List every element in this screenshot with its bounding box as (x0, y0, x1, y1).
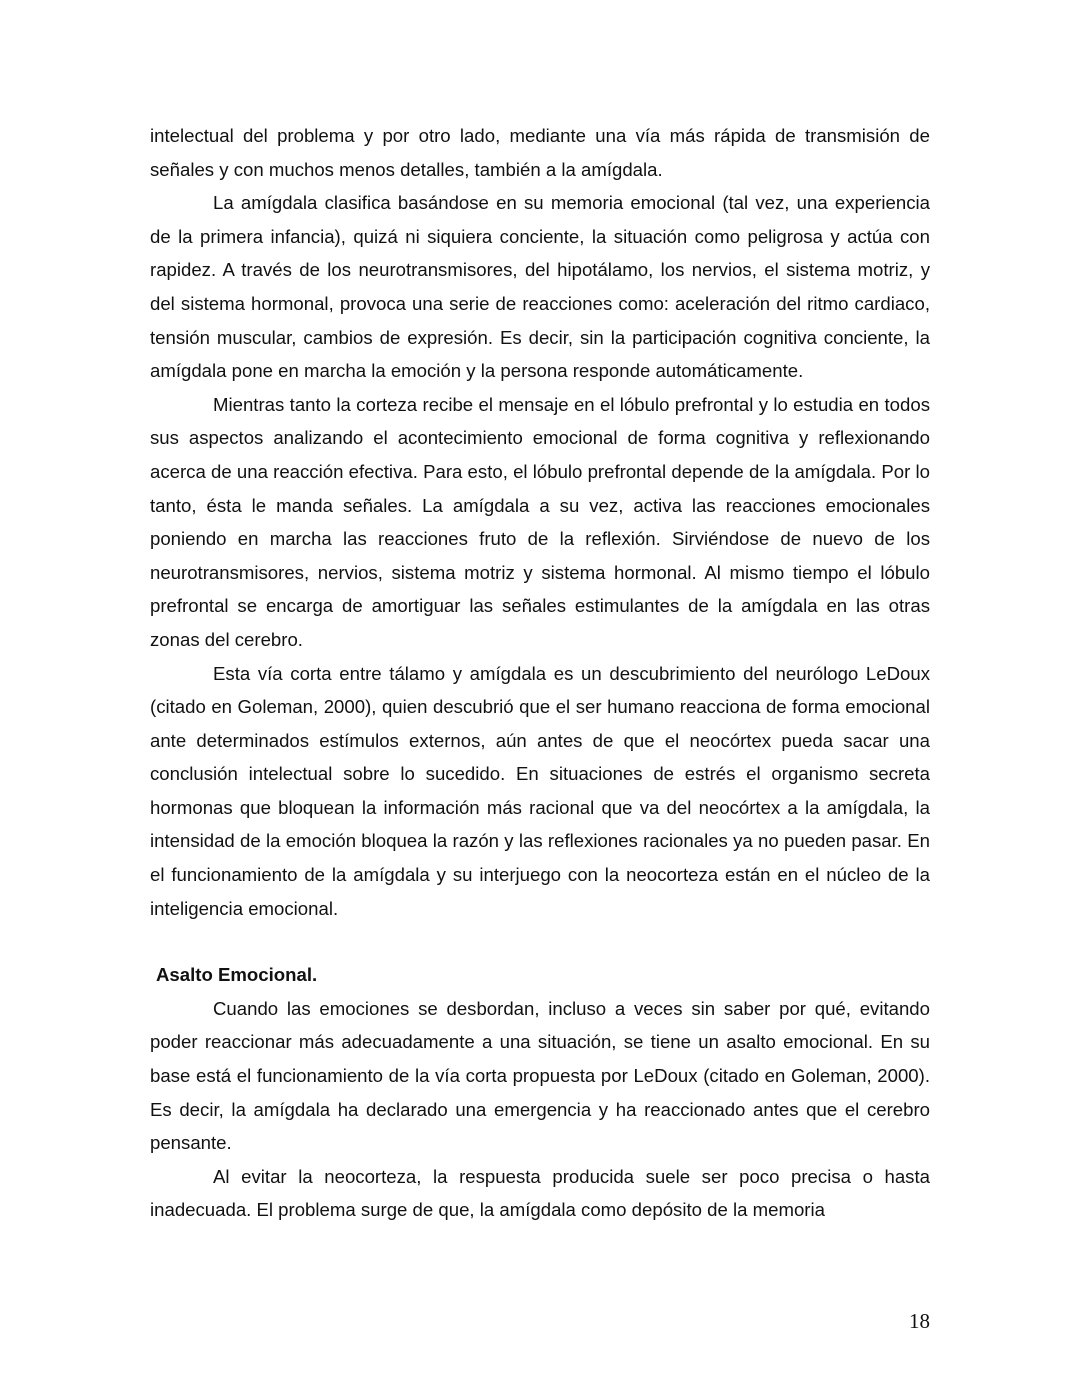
paragraph-evitar-neocorteza: Al evitar la neocorteza, la respuesta producida suele ser poco precisa o hasta inadecuada. El problema surge de que, la amígdala como depósito de la memoria (150, 1165, 930, 1221)
paragraph-via-corta: Esta vía corta entre tálamo y amígdala es un descubrimiento del neurólogo LeDoux (citado en Goleman, 2000), quien descubrió que el ser humano reacciona de forma emocional ante determinados estímulos externos, aún antes de que el neocórtex pueda sacar una conclusión intelectual sobre lo sucedido. En situaciones de estrés el organismo secreta hormonas que bloquean la información más racional que va del neocórtex a la amígdala, la intensidad de la emoción bloquea la razón y las reflexiones racionales ya no pueden pasar. En el funcionamiento de la amígdala y su interjuego con la neocorteza están en el núcleo de la inteligencia emocional. (150, 662, 930, 919)
paragraph-continuation: intelectual del problema y por otro lado, mediante una vía más rápida de transmisión de señales y con muchos menos detalles, también a la amígdala. (150, 125, 930, 180)
paragraph-amigdala-clasifica: La amígdala clasifica basándose en su memoria emocional (tal vez, una experiencia de la primera infancia), quizá ni siquiera conciente, la situación como peligrosa y actúa con rapidez. A través de los neurotransmisores, del hipotálamo, los nervios, el sistema motriz, y del sistema hormonal, provoca una serie de reacciones como: aceleración del ritmo cardiaco, tensión muscular, cambios de expresión. Es decir, sin la participación cognitiva conciente, la amígdala pone en marcha la emoción y la persona responde automáticamente. (150, 192, 930, 382)
paragraph-emociones-desbordan: Cuando las emociones se desbordan, incluso a veces sin saber por qué, evitando poder reaccionar más adecuadamente a una situación, se tiene un asalto emocional. En su base está el funcionamiento de la vía corta propuesta por LeDoux (citado en Goleman, 2000). Es decir, la amígdala ha declarado una emergencia y ha reaccionado antes que el cerebro pensante. (150, 997, 930, 1154)
document-page (150, 119, 930, 1227)
page-number: 18 (909, 1309, 930, 1333)
section-heading: Asalto Emocional. (156, 964, 318, 986)
paragraph-corteza-recibe: Mientras tanto la corteza recibe el mensaje en el lóbulo prefrontal y lo estudia en todos sus aspectos analizando el acontecimiento emocional de forma cognitiva y reflexionando acerca de una reacción efectiva. Para esto, el lóbulo prefrontal depende de la amígdala. Por lo tanto, ésta le manda señales. La amígdala a su vez, activa las reacciones emocionales poniendo en marcha las reacciones fruto de la reflexión. Sirviéndose de nuevo de los neurotransmisores, nervios, sistema motriz y sistema hormonal. Al mismo tiempo el lóbulo prefrontal se encarga de amortiguar las señales estimulantes de la amígdala en las otras zonas del cerebro. (150, 393, 930, 650)
